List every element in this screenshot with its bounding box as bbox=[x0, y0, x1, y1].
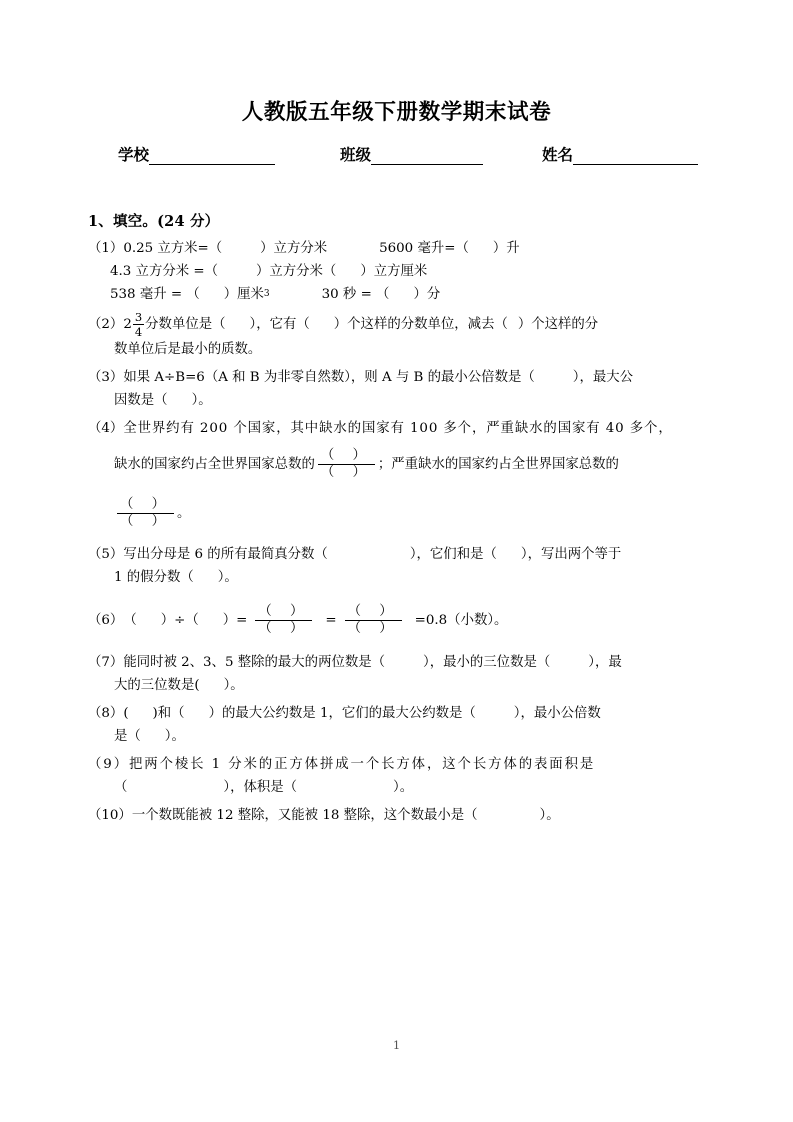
question-3-text-l2b: ）。 bbox=[191, 393, 212, 409]
question-5-text-l2b: ）。 bbox=[217, 570, 238, 586]
question-4 bbox=[88, 417, 704, 538]
question-1-text-b: ）立方分米 bbox=[260, 241, 328, 256]
question-2-text-d: ）个这样的分 bbox=[517, 317, 599, 333]
question-8-line-1 bbox=[88, 702, 704, 725]
question-6-text-b: ）÷（ bbox=[160, 612, 199, 628]
question-3-number: （3） bbox=[88, 370, 124, 386]
question-8-text-d: ），最小公倍数 bbox=[513, 706, 601, 722]
class-write-line[interactable] bbox=[371, 149, 483, 165]
question-1-line-3 bbox=[88, 283, 704, 306]
page-title: 人教版五年级下册数学期末试卷 bbox=[241, 100, 552, 125]
question-1-line-1 bbox=[88, 237, 704, 260]
question-7-line-1 bbox=[88, 651, 704, 674]
question-8-text-l2a: 是（ bbox=[114, 729, 141, 745]
question-5-line-2 bbox=[88, 566, 704, 589]
question-4-line-1 bbox=[88, 417, 704, 440]
class-field bbox=[340, 143, 483, 165]
question-8-text-a: ( bbox=[123, 706, 129, 722]
fraction-numerator-blank[interactable]: （ ） bbox=[347, 603, 400, 619]
blank-fraction-1[interactable] bbox=[318, 449, 375, 480]
question-2-text-l2: 数单位后是最小的质数。 bbox=[114, 342, 262, 358]
question-8-text-c: ）的最大公约数是 1，它们的最大公约数是（ bbox=[208, 706, 476, 722]
question-4-line-2 bbox=[88, 440, 704, 488]
question-2-number: （2） bbox=[88, 317, 124, 333]
question-7 bbox=[88, 651, 704, 697]
question-6-equals: = bbox=[325, 612, 337, 628]
question-1-text-l2c: ）立方厘米 bbox=[360, 264, 428, 279]
question-5-number: （5） bbox=[88, 547, 124, 563]
question-9 bbox=[88, 753, 704, 799]
question-10-text-b: ）。 bbox=[539, 808, 560, 824]
question-7-text-l2b: ）。 bbox=[223, 678, 244, 694]
cubic-superscript: 3 bbox=[263, 289, 270, 299]
question-4-text-l2b: ；严重缺水的国家约占全世界国家总数的 bbox=[377, 456, 619, 472]
fraction-denominator-blank[interactable]: （ ） bbox=[320, 464, 373, 480]
question-3-line-2 bbox=[88, 389, 704, 412]
question-6-line-1 bbox=[88, 594, 704, 646]
question-4-text-l1: 全世界约有 200 个国家，其中缺水的国家有 100 多个，严重缺水的国家有 40 多个， bbox=[123, 421, 673, 437]
question-9-text-l2b: ），体积是（ bbox=[223, 780, 298, 796]
question-7-text-a: 能同时被 2、3、5 整除的最大的两位数是（ bbox=[123, 655, 386, 671]
question-6-text-a: （ bbox=[123, 612, 137, 628]
question-8 bbox=[88, 702, 704, 748]
question-9-text-l2a: （ bbox=[114, 780, 128, 796]
class-label: 班级 bbox=[339, 145, 371, 164]
question-2-line-1 bbox=[88, 311, 704, 338]
question-4-text-l2a: 缺水的国家约占全世界国家总数的 bbox=[114, 456, 315, 472]
question-1-text-a: 0.25 立方米=（ bbox=[123, 241, 223, 256]
mixed-whole-part: 2 bbox=[123, 317, 132, 333]
fraction-denominator-blank[interactable]: （ ） bbox=[347, 620, 400, 636]
question-8-number: （8） bbox=[88, 706, 124, 722]
question-2-text-a: 分数单位是（ bbox=[145, 317, 226, 333]
name-label: 姓名 bbox=[541, 145, 573, 164]
question-7-number: （7） bbox=[88, 655, 124, 671]
question-10-text-a: 一个数既能被 12 整除，又能被 18 整除，这个数最小是（ bbox=[131, 808, 478, 824]
question-1-text-l2b: ）立方分米（ bbox=[255, 264, 337, 279]
question-5-line-1 bbox=[88, 543, 704, 566]
question-7-text-b: ），最小的三位数是（ bbox=[423, 655, 551, 671]
question-1-text-l3d: ）分 bbox=[413, 287, 441, 302]
question-3 bbox=[88, 366, 704, 412]
blank-fraction-2[interactable] bbox=[117, 498, 174, 529]
question-1-text-l2a: 4.3 立方分米 =（ bbox=[110, 264, 218, 279]
question-9-line-1 bbox=[88, 753, 704, 776]
question-1-text-d: ）升 bbox=[492, 241, 520, 256]
question-1 bbox=[88, 237, 704, 306]
question-5 bbox=[88, 543, 704, 589]
blank-fraction-2[interactable] bbox=[345, 605, 402, 636]
question-3-text-a: 如果 A÷B=6（A 和 B 为非零自然数），则 A 与 B 的最小公倍数是（ bbox=[123, 370, 535, 386]
question-9-line-2 bbox=[88, 776, 704, 799]
school-label: 学校 bbox=[118, 145, 150, 164]
question-9-text-l2c: ）。 bbox=[393, 780, 414, 796]
question-5-text-c: ），写出两个等于 bbox=[520, 547, 622, 563]
section-heading-fill-in-blanks: 1、填空。(24 分） bbox=[88, 213, 220, 230]
question-1-number: （1） bbox=[88, 241, 124, 256]
question-6 bbox=[88, 594, 704, 646]
question-3-text-l2a: 因数是（ bbox=[114, 393, 168, 409]
question-list bbox=[88, 237, 704, 832]
fraction-three-over-four bbox=[133, 311, 144, 338]
school-field bbox=[118, 143, 275, 165]
page-number: 1 bbox=[392, 1038, 401, 1052]
school-write-line[interactable] bbox=[149, 149, 275, 165]
question-4-number: （4） bbox=[88, 421, 124, 437]
fraction-denominator-blank[interactable]: （ ） bbox=[120, 513, 173, 529]
question-2-line-2 bbox=[88, 338, 704, 361]
fraction-denominator: 4 bbox=[134, 325, 143, 340]
question-8-text-b: )和（ bbox=[152, 706, 185, 722]
question-1-text-l3a: 538 毫升 = （ bbox=[110, 287, 200, 302]
fraction-denominator-blank[interactable]: （ ） bbox=[258, 620, 311, 636]
question-2-text-c: ）个这样的分数单位，减去（ bbox=[333, 317, 508, 333]
question-10-line-1 bbox=[88, 804, 704, 827]
question-8-line-2 bbox=[88, 725, 704, 748]
question-1-text-l3c: 30 秒 = （ bbox=[321, 287, 390, 302]
question-5-text-a: 写出分母是 6 的所有最简真分数（ bbox=[123, 547, 328, 563]
question-5-text-l2a: 1 的假分数（ bbox=[114, 570, 194, 586]
question-2 bbox=[88, 311, 704, 361]
question-6-number: （6） bbox=[88, 612, 124, 628]
question-7-text-l2a: 大的三位数是( bbox=[114, 678, 200, 694]
fraction-numerator-blank[interactable]: （ ） bbox=[258, 603, 311, 619]
question-9-number: （9） bbox=[88, 757, 130, 773]
mixed-number-two-and-three-quarters bbox=[123, 311, 145, 338]
question-7-line-2 bbox=[88, 674, 704, 697]
fraction-numerator-blank[interactable]: （ ） bbox=[320, 447, 373, 463]
question-10-number: （10） bbox=[88, 808, 132, 824]
fraction-numerator-blank[interactable]: （ ） bbox=[120, 496, 173, 512]
question-1-text-l3b: ）厘米 bbox=[223, 287, 264, 302]
question-3-text-b: ），最大公 bbox=[572, 370, 634, 386]
question-1-line-2 bbox=[88, 260, 704, 283]
question-7-text-c: ），最 bbox=[588, 655, 622, 671]
question-4-text-l3tail: 。 bbox=[177, 505, 191, 521]
question-5-text-b: ），它们和是（ bbox=[409, 547, 497, 563]
fraction-numerator: 3 bbox=[134, 310, 143, 324]
question-9-text-l1: 把两个棱长 1 分米的正方体拼成一个长方体，这个长方体的表面积是 bbox=[129, 757, 596, 773]
question-8-text-l2b: ）。 bbox=[164, 729, 185, 745]
question-3-line-1 bbox=[88, 366, 704, 389]
blank-fraction-1[interactable] bbox=[255, 605, 312, 636]
question-4-line-3 bbox=[88, 488, 704, 538]
question-6-text-tail: =0.8（小数）。 bbox=[414, 612, 508, 628]
name-field bbox=[542, 143, 698, 165]
question-1-text-c: 5600 毫升=（ bbox=[379, 241, 469, 256]
name-write-line[interactable] bbox=[573, 149, 698, 165]
student-identity-row bbox=[118, 143, 698, 165]
question-6-text-c: ）= bbox=[222, 612, 248, 628]
question-10 bbox=[88, 804, 704, 827]
question-2-text-b: ），它有（ bbox=[249, 317, 310, 333]
